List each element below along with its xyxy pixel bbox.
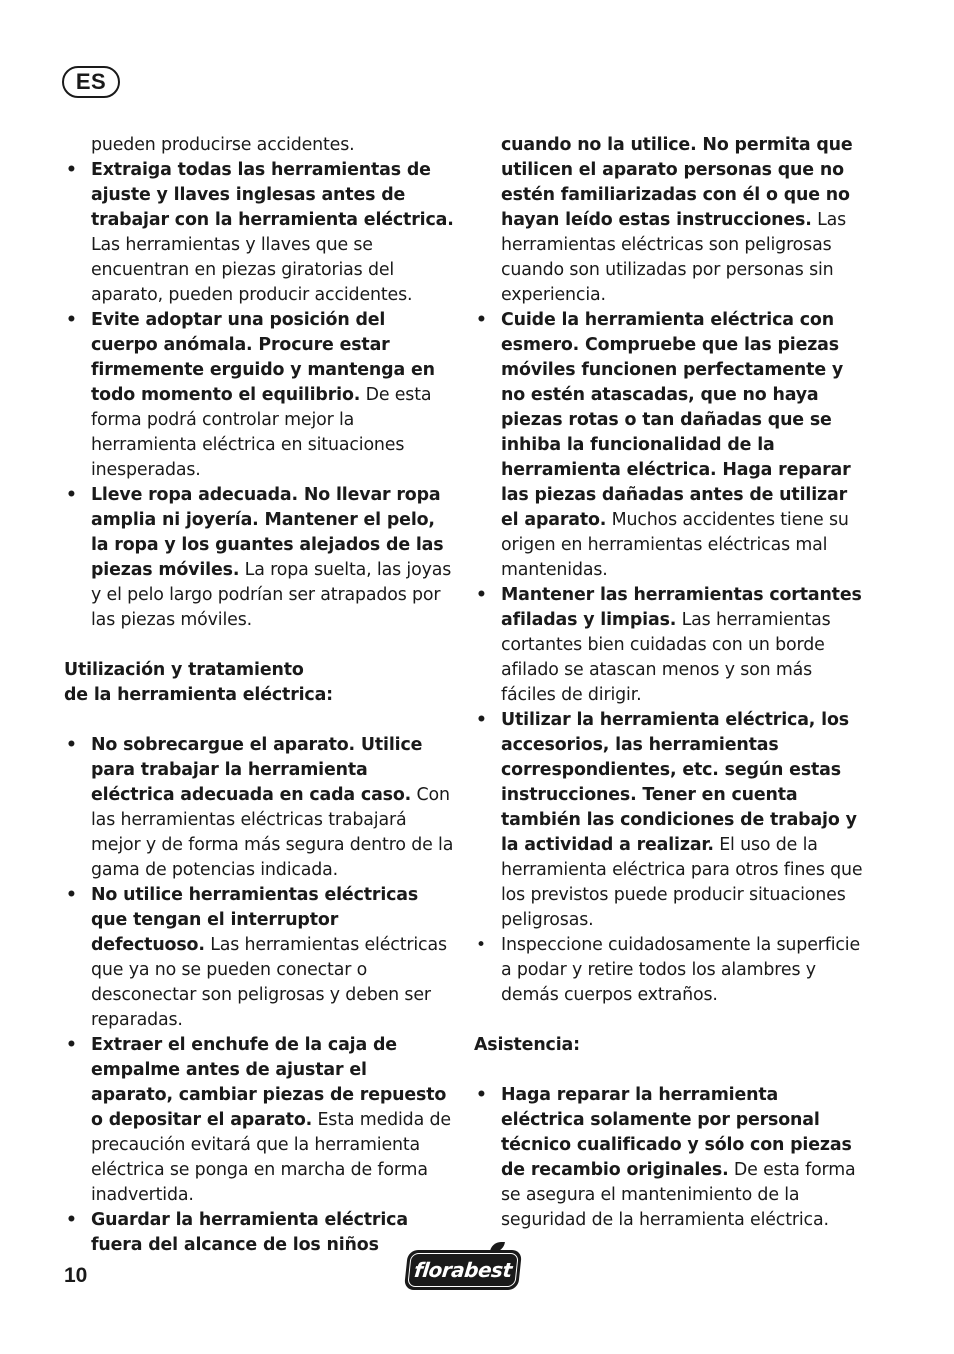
list-item: • Extraer el enchufe de la caja de empalme antes de ajustar el aparato, cambiar piezas de repuesto o depositar el aparato. Esta medida de precaución evitará que la herramienta eléctrica se ponga en marcha de forma inadvertida. [66, 1035, 451, 1205]
list-item: • Utilizar la herramienta eléctrica, los accesorios, las herramientas correspondientes, etc. según estas instrucciones. Tener en cuenta también las condiciones de trabajo y la actividad a realizar. El uso de la herramienta eléctrica para otros fines que los previstos puede producir situaciones peligrosas. [476, 710, 863, 930]
bullet-icon: • [66, 160, 77, 180]
bullet-icon: • [476, 710, 487, 730]
list-item: • Mantener las herramientas cortantes afiladas y limpias. Las herramientas cortantes bien cuidadas con un borde afilado se atascan menos y son más fáciles de dirigir. [476, 585, 862, 705]
bullet-icon: • [66, 1210, 77, 1230]
section-heading: Utilización y tratamiento de la herramienta eléctrica: [64, 660, 333, 705]
bullet-icon: • [66, 310, 77, 330]
list-item: • Lleve ropa adecuada. No llevar ropa amplia ni joyería. Mantener el pelo, la ropa y los guantes alejados de las piezas móviles. La ropa suelta, las joyas y el pelo largo podrían ser atrapados por las piezas móviles. [66, 485, 452, 630]
list-item: • Cuide la herramienta eléctrica con esmero. Compruebe que las piezas móviles funcionen perfectamente y no estén atascadas, que no haya piezas rotas o tan dañadas que se inhiba la funcionalidad de la herramienta eléctrica. Haga reparar las piezas dañadas antes de utilizar el aparato. Muchos accidentes tiene su origen en herramientas eléctricas mal mantenidas. [476, 310, 851, 580]
bullet-icon: • [476, 585, 487, 605]
language-badge: ES [62, 66, 120, 98]
leaf-icon [490, 1242, 505, 1252]
bullet-icon: • [66, 735, 77, 755]
brand-logo [404, 1250, 522, 1290]
bullet-icon: • [476, 1085, 487, 1105]
bullet-icon: • [66, 1035, 77, 1055]
list-item: • Haga reparar la herramienta eléctrica solamente por personal técnico cualificado y sólo con piezas de recambio originales. De esta forma se asegura el mantenimiento de la seguridad de la herramienta eléctrica. [476, 1085, 856, 1230]
left-column [64, 133, 454, 1258]
list-item: • Evite adoptar una posición del cuerpo anómala. Procure estar firmemente erguido y mantenga en todo momento el equilibrio. De esta forma podrá controlar mejor la herramienta eléctrica en situaciones inesperadas. [66, 310, 435, 480]
bullet-icon: • [66, 885, 77, 905]
section-heading: Asistencia: [474, 1035, 580, 1055]
bullet-icon: • [66, 485, 77, 505]
list-item: • No utilice herramientas eléctricas que tengan el interruptor defectuoso. Las herramientas eléctricas que ya no se pueden conectar o desconectar son peligrosas y deben ser reparadas. [66, 885, 447, 1030]
continuation-text: cuando no la utilice. No permita que utilicen el aparato personas que no estén familiarizadas con él o que no hayan leído estas instrucciones. Las herramientas eléctricas son peligrosas cuando son utilizadas por personas sin experiencia. [501, 135, 853, 305]
bullet-icon: • [476, 935, 486, 955]
page-number: 10 [64, 1264, 88, 1287]
list-item: • Extraiga todas las herramientas de ajuste y llaves inglesas antes de trabajar con la herramienta eléctrica. Las herramientas y llaves que se encuentran en piezas giratorias del aparato, pueden producir accidentes. [66, 160, 454, 305]
right-column [474, 133, 866, 1233]
list-item: • Inspeccione cuidadosamente la superficie a podar y retire todos los alambres y demás cuerpos extraños. [476, 935, 861, 1005]
list-item: • Guardar la herramienta eléctrica fuera del alcance de los niños [66, 1210, 408, 1255]
list-item: • No sobrecargue el aparato. Utilice para trabajar la herramienta eléctrica adecuada en cada caso. Con las herramientas eléctricas trabajará mejor y de forma más segura dentro de la gama de potencias indicada. [66, 735, 454, 880]
continuation-text: pueden producirse accidentes. [91, 135, 355, 155]
bullet-icon: • [476, 310, 487, 330]
brand-logo-text: florabest [412, 1258, 514, 1282]
